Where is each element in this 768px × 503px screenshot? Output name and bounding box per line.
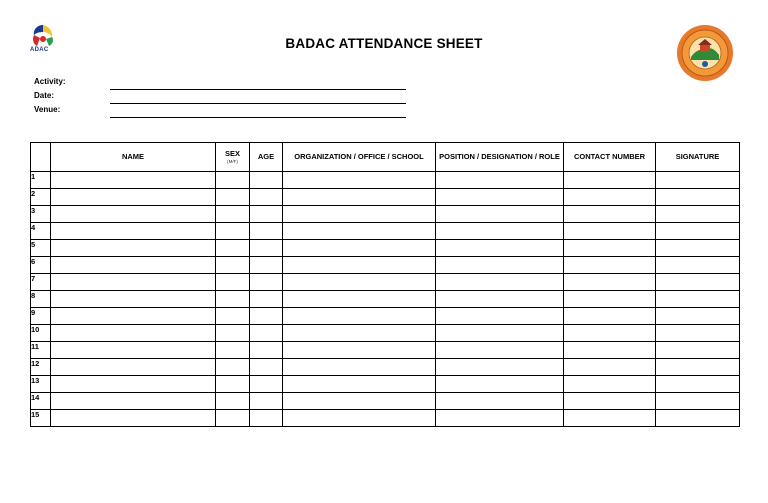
sex-cell[interactable] xyxy=(216,359,250,376)
venue-label: Venue: xyxy=(34,105,61,114)
row-number: 10 xyxy=(31,325,51,342)
age-cell[interactable] xyxy=(250,410,283,427)
table-body xyxy=(31,172,740,427)
organization-cell[interactable] xyxy=(283,342,436,359)
sex-cell[interactable] xyxy=(216,189,250,206)
position-cell[interactable] xyxy=(436,172,564,189)
table-header-row xyxy=(31,143,740,172)
contact-cell[interactable] xyxy=(564,223,656,240)
position-cell[interactable] xyxy=(436,240,564,257)
organization-cell[interactable] xyxy=(283,410,436,427)
name-cell[interactable] xyxy=(51,359,216,376)
organization-cell[interactable] xyxy=(283,291,436,308)
signature-cell[interactable] xyxy=(656,172,740,189)
name-cell[interactable] xyxy=(51,240,216,257)
name-cell[interactable] xyxy=(51,325,216,342)
sex-cell[interactable] xyxy=(216,240,250,257)
contact-cell[interactable] xyxy=(564,291,656,308)
organization-cell[interactable] xyxy=(283,240,436,257)
name-cell[interactable] xyxy=(51,223,216,240)
col-header-age: AGE xyxy=(250,143,283,172)
row-number: 14 xyxy=(31,393,51,410)
row-number: 4 xyxy=(31,223,51,240)
name-cell[interactable] xyxy=(51,206,216,223)
signature-cell[interactable] xyxy=(656,240,740,257)
position-cell[interactable] xyxy=(436,189,564,206)
row-number: 3 xyxy=(31,206,51,223)
date-label: Date: xyxy=(34,91,55,100)
date-field-line[interactable] xyxy=(110,103,406,104)
organization-cell[interactable] xyxy=(283,376,436,393)
signature-cell[interactable] xyxy=(656,257,740,274)
position-cell[interactable] xyxy=(436,308,564,325)
position-cell[interactable] xyxy=(436,325,564,342)
contact-cell[interactable] xyxy=(564,274,656,291)
contact-cell[interactable] xyxy=(564,410,656,427)
col-header-sex-label: SEX xyxy=(224,149,240,158)
row-number: 11 xyxy=(31,342,51,359)
row-number: 15 xyxy=(31,410,51,427)
name-cell[interactable] xyxy=(51,342,216,359)
organization-cell[interactable] xyxy=(283,393,436,410)
position-cell[interactable] xyxy=(436,274,564,291)
col-header-sex xyxy=(216,143,250,172)
age-cell[interactable] xyxy=(250,308,283,325)
attendance-table xyxy=(30,142,740,427)
activity-field-line[interactable] xyxy=(110,89,406,90)
barangay-seal-icon xyxy=(676,24,734,82)
organization-cell[interactable] xyxy=(283,325,436,342)
age-cell[interactable] xyxy=(250,206,283,223)
row-number: 13 xyxy=(31,376,51,393)
contact-cell[interactable] xyxy=(564,393,656,410)
col-header-no xyxy=(31,143,51,172)
table-row xyxy=(31,291,740,308)
table-row xyxy=(31,308,740,325)
row-number: 5 xyxy=(31,240,51,257)
organization-cell[interactable] xyxy=(283,172,436,189)
sex-cell[interactable] xyxy=(216,291,250,308)
signature-cell[interactable] xyxy=(656,359,740,376)
contact-cell[interactable] xyxy=(564,189,656,206)
sex-cell[interactable] xyxy=(216,223,250,240)
col-header-organization: ORGANIZATION / OFFICE / SCHOOL xyxy=(283,143,436,172)
name-cell[interactable] xyxy=(51,257,216,274)
age-cell[interactable] xyxy=(250,359,283,376)
table-row xyxy=(31,376,740,393)
name-cell[interactable] xyxy=(51,274,216,291)
signature-cell[interactable] xyxy=(656,291,740,308)
age-cell[interactable] xyxy=(250,274,283,291)
table-row xyxy=(31,189,740,206)
name-cell[interactable] xyxy=(51,291,216,308)
organization-cell[interactable] xyxy=(283,257,436,274)
signature-cell[interactable] xyxy=(656,308,740,325)
col-header-signature: SIGNATURE xyxy=(656,143,740,172)
position-cell[interactable] xyxy=(436,342,564,359)
table-row xyxy=(31,240,740,257)
contact-cell[interactable] xyxy=(564,206,656,223)
organization-cell[interactable] xyxy=(283,189,436,206)
sex-cell[interactable] xyxy=(216,206,250,223)
table-row xyxy=(31,410,740,427)
signature-cell[interactable] xyxy=(656,274,740,291)
position-cell[interactable] xyxy=(436,206,564,223)
age-cell[interactable] xyxy=(250,257,283,274)
contact-cell[interactable] xyxy=(564,359,656,376)
row-number: 6 xyxy=(31,257,51,274)
name-cell[interactable] xyxy=(51,393,216,410)
signature-cell[interactable] xyxy=(656,223,740,240)
name-cell[interactable] xyxy=(51,410,216,427)
position-cell[interactable] xyxy=(436,359,564,376)
contact-cell[interactable] xyxy=(564,172,656,189)
age-cell[interactable] xyxy=(250,376,283,393)
position-cell[interactable] xyxy=(436,223,564,240)
activity-label: Activity: xyxy=(34,77,66,86)
age-cell[interactable] xyxy=(250,240,283,257)
sex-cell[interactable] xyxy=(216,325,250,342)
signature-cell[interactable] xyxy=(656,206,740,223)
position-cell[interactable] xyxy=(436,410,564,427)
table-row xyxy=(31,206,740,223)
contact-cell[interactable] xyxy=(564,342,656,359)
table-row xyxy=(31,274,740,291)
sex-cell[interactable] xyxy=(216,410,250,427)
row-number: 12 xyxy=(31,359,51,376)
position-cell[interactable] xyxy=(436,257,564,274)
table-row xyxy=(31,257,740,274)
table-row xyxy=(31,172,740,189)
organization-cell[interactable] xyxy=(283,274,436,291)
col-header-contact: CONTACT NUMBER xyxy=(564,143,656,172)
organization-cell[interactable] xyxy=(283,223,436,240)
age-cell[interactable] xyxy=(250,189,283,206)
table-row xyxy=(31,342,740,359)
table-row xyxy=(31,223,740,240)
signature-cell[interactable] xyxy=(656,410,740,427)
age-cell[interactable] xyxy=(250,325,283,342)
signature-cell[interactable] xyxy=(656,376,740,393)
signature-cell[interactable] xyxy=(656,325,740,342)
table-row xyxy=(31,359,740,376)
sheet-title: BADAC ATTENDANCE SHEET xyxy=(285,36,483,51)
position-cell[interactable] xyxy=(436,393,564,410)
table-row xyxy=(31,393,740,410)
adac-logo-text: ADAC xyxy=(30,47,49,53)
contact-cell[interactable] xyxy=(564,257,656,274)
sex-cell[interactable] xyxy=(216,274,250,291)
organization-cell[interactable] xyxy=(283,206,436,223)
age-cell[interactable] xyxy=(250,172,283,189)
age-cell[interactable] xyxy=(250,393,283,410)
table-row xyxy=(31,325,740,342)
sex-cell[interactable] xyxy=(216,257,250,274)
contact-cell[interactable] xyxy=(564,325,656,342)
sex-cell[interactable] xyxy=(216,172,250,189)
organization-cell[interactable] xyxy=(283,308,436,325)
organization-cell[interactable] xyxy=(283,359,436,376)
name-cell[interactable] xyxy=(51,308,216,325)
signature-cell[interactable] xyxy=(656,189,740,206)
age-cell[interactable] xyxy=(250,291,283,308)
col-header-sex-sub: (M/F) xyxy=(227,159,238,164)
sex-cell[interactable] xyxy=(216,393,250,410)
signature-cell[interactable] xyxy=(656,342,740,359)
age-cell[interactable] xyxy=(250,223,283,240)
row-number: 8 xyxy=(31,291,51,308)
position-cell[interactable] xyxy=(436,376,564,393)
name-cell[interactable] xyxy=(51,172,216,189)
row-number: 1 xyxy=(31,172,51,189)
row-number: 2 xyxy=(31,189,51,206)
contact-cell[interactable] xyxy=(564,308,656,325)
row-number: 9 xyxy=(31,308,51,325)
name-cell[interactable] xyxy=(51,376,216,393)
sex-cell[interactable] xyxy=(216,376,250,393)
age-cell[interactable] xyxy=(250,342,283,359)
name-cell[interactable] xyxy=(51,189,216,206)
sex-cell[interactable] xyxy=(216,308,250,325)
contact-cell[interactable] xyxy=(564,376,656,393)
contact-cell[interactable] xyxy=(564,240,656,257)
venue-field-line[interactable] xyxy=(110,117,406,118)
row-number: 7 xyxy=(31,274,51,291)
sex-cell[interactable] xyxy=(216,342,250,359)
col-header-position: POSITION / DESIGNATION / ROLE xyxy=(436,143,564,172)
col-header-name: NAME xyxy=(51,143,216,172)
signature-cell[interactable] xyxy=(656,393,740,410)
position-cell[interactable] xyxy=(436,291,564,308)
